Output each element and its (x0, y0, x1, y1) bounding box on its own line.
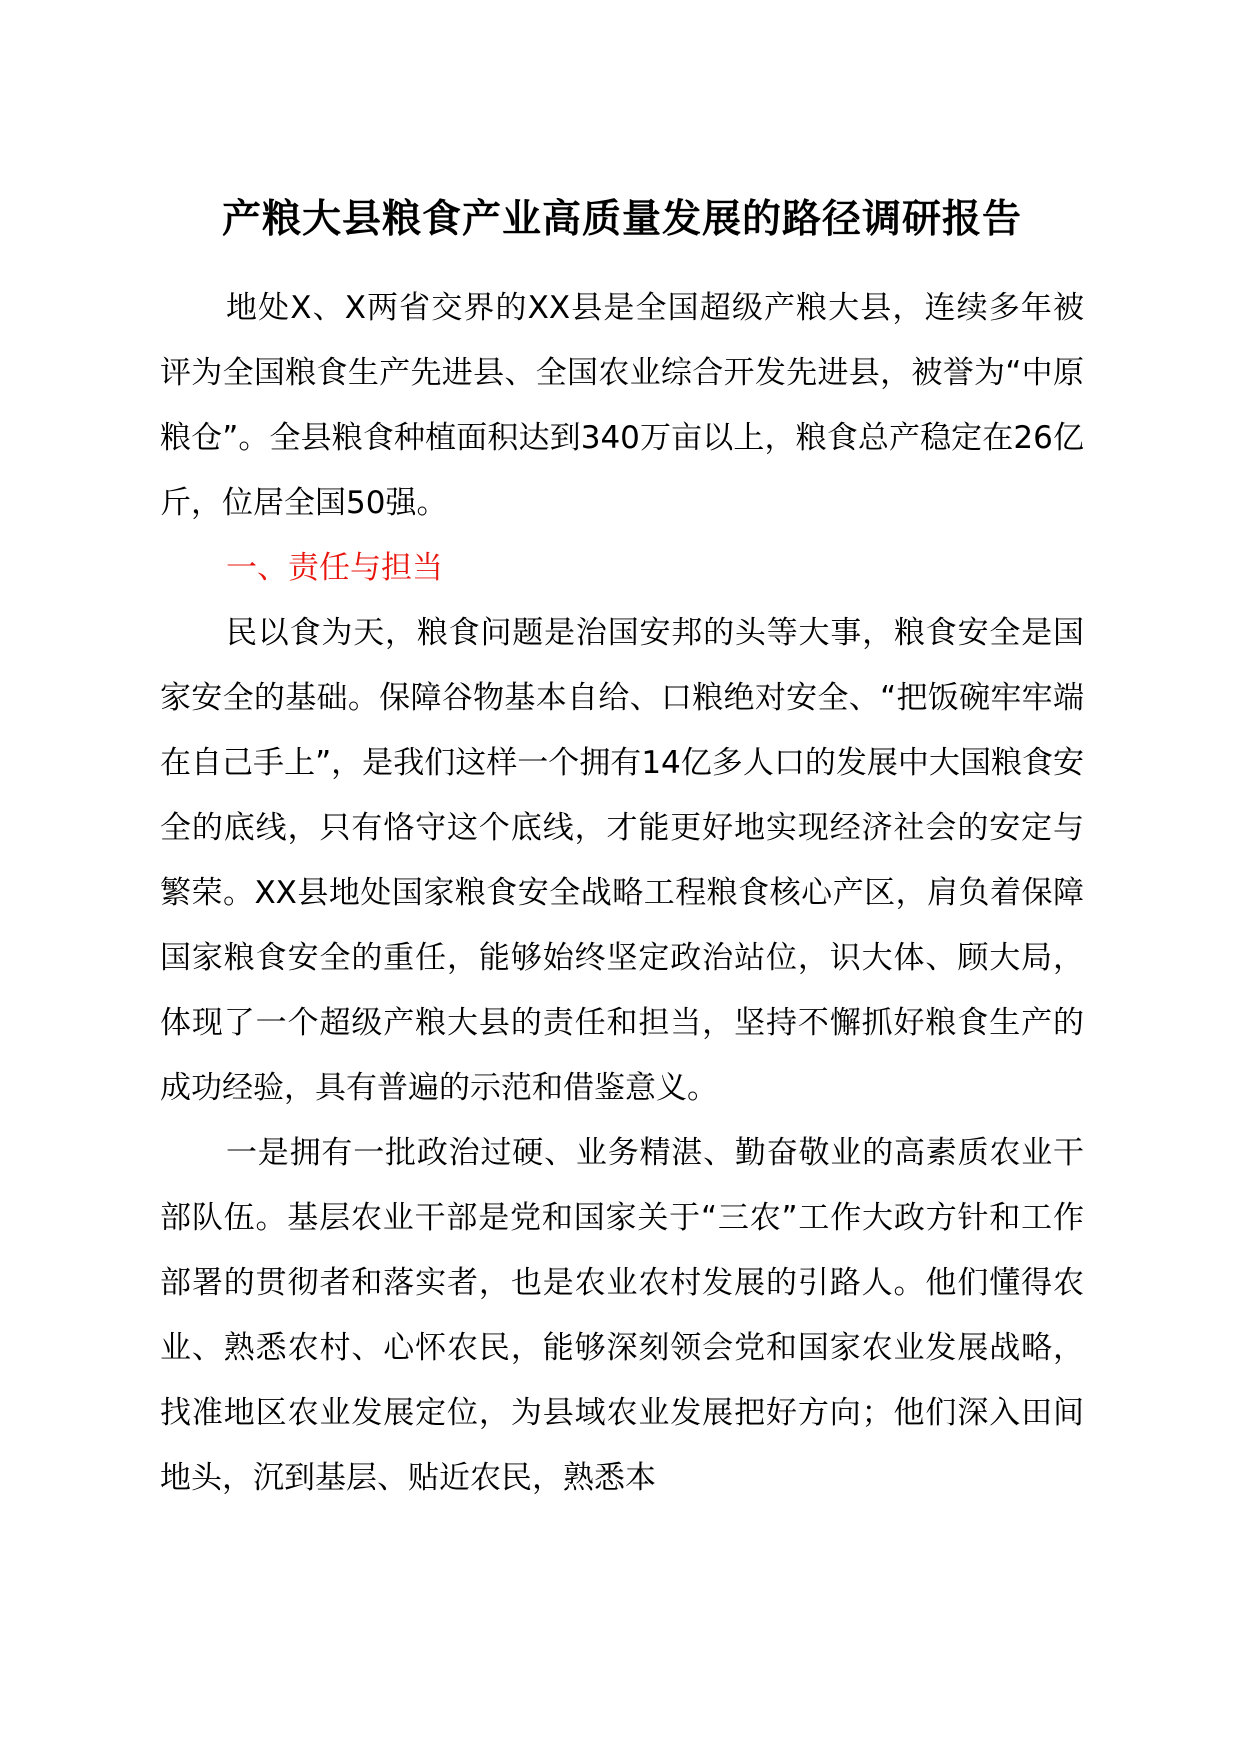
intro-paragraph: 地处X、X两省交界的XX县是全国超级产粮大县，连续多年被评为全国粮食生产先进县、全国农业综合开发先进县，被誉为“中原粮仓”。全县粮食种植面积达到340万亩以上，粮食总产稳定在26亿斤，位居全国50强。 (160, 290, 1084, 521)
section-paragraph-responsibility: 民以食为天，粮食问题是治国安邦的头等大事，粮食安全是国家安全的基础。保障谷物基本自给、口粮绝对安全、“把饭碗牢牢端在自己手上”，是我们这样一个拥有14亿多人口的发展中大国粮食安全的底线，只有恪守这个底线，才能更好地实现经济社会的安定与繁荣。XX县地处国家粮食安全战略工程粮食核心产区，肩负着保障国家粮食安全的重任，能够始终坚定政治站位，识大体、顾大局，体现了一个超级产粮大县的责任和担当，坚持不懈抓好粮食生产的成功经验，具有普遍的示范和借鉴意义。 (160, 615, 1084, 1106)
section-paragraph-cadres: 一是拥有一批政治过硬、业务精湛、勤奋敬业的高素质农业干部队伍。基层农业干部是党和国家关于“三农”工作大政方针和工作部署的贯彻者和落实者，也是农业农村发展的引路人。他们懂得农业、熟悉农村、心怀农民，能够深刻领会党和国家农业发展战略，找准地区农业发展定位，为县域农业发展把好方向；他们深入田间地头，沉到基层、贴近农民，熟悉本 (160, 1135, 1084, 1496)
document-page (160, 190, 1084, 1511)
section-heading: 一、责任与担当 (226, 550, 443, 586)
document-title: 产粮大县粮食产业高质量发展的路径调研报告 (221, 197, 1022, 242)
